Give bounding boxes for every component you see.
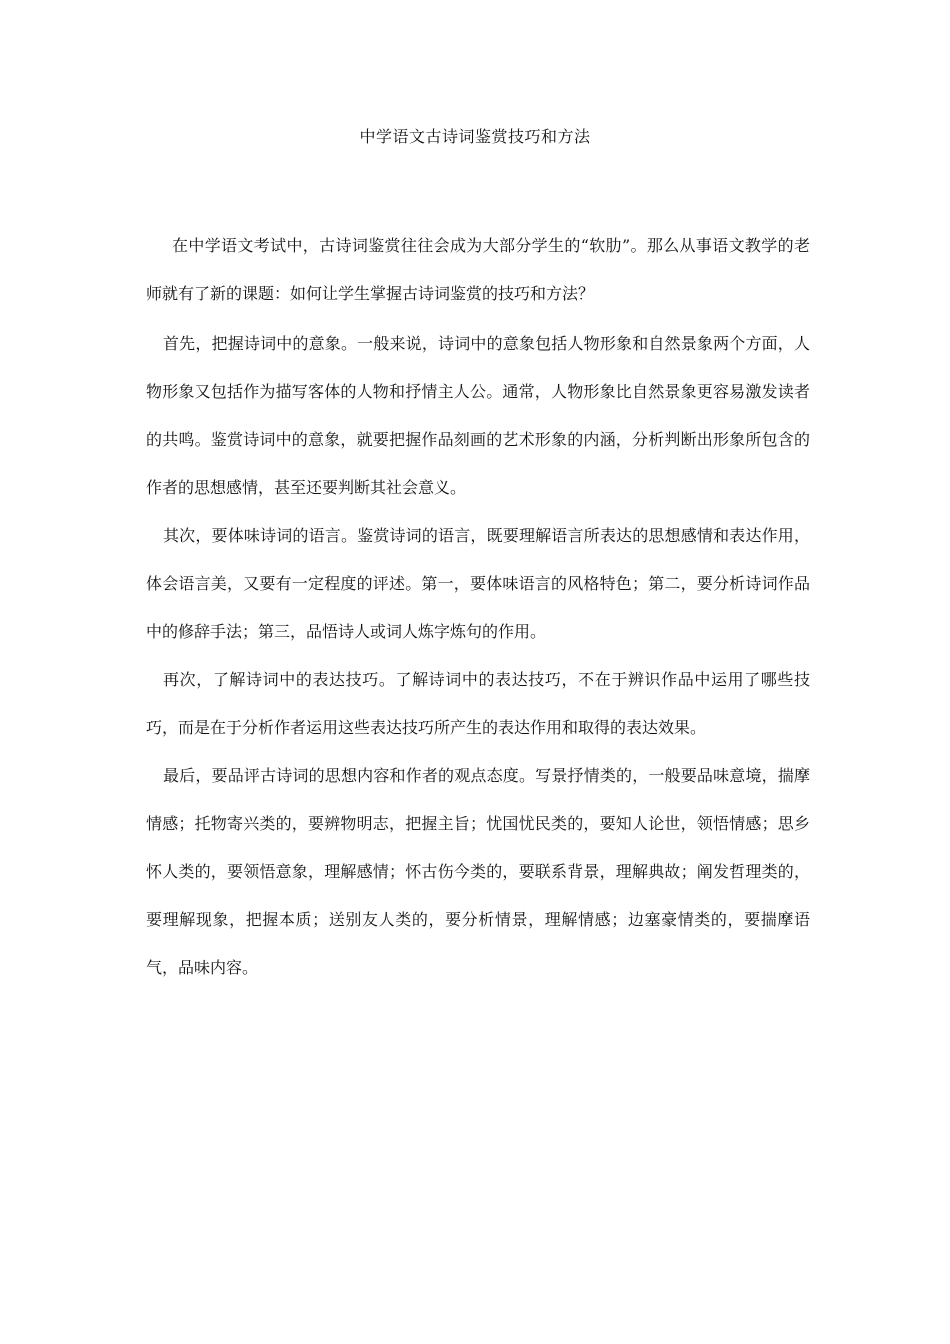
paragraph-intro: 在中学语文考试中，古诗词鉴赏往往会成为大部分学生的“软肋”。那么从事语文教学的老师就有了新的课题：如何让学生掌握古诗词鉴赏的技巧和方法？ [146,236,810,303]
paragraph-content: 最后，要品评古诗词的思想内容和作者的观点态度。写景抒情类的，一般要品味意境，揣摩情感；托物寄兴类的，要辨物明志，把握主旨；忧国忧民类的，要知人论世，领悟情感；思乡怀人类的，要领悟意象，理解感情；怀古伤今类的，要联系背景，理解典故；阐发哲理类的，要理解现象，把握本质；送别友人类的，要分析情景，理解情感；边塞豪情类的，要揣摩语气，品味内容。 [146,766,810,977]
paragraph-language: 其次，要体味诗词的语言。鉴赏诗词的语言，既要理解语言所表达的思想感情和表达作用，体会语言美，又要有一定程度的评述。第一，要体味语言的风格特色；第二，要分析诗词作品中的修辞手法；第三，品悟诗人或词人炼字炼句的作用。 [146,526,810,641]
document-title: 中学语文古诗词鉴赏技巧和方法 [359,127,591,146]
document-body [146,222,810,992]
paragraph-techniques: 再次，了解诗词中的表达技巧。了解诗词中的表达技巧，不在于辨识作品中运用了哪些技巧，而是在于分析作者运用这些表达技巧所产生的表达作用和取得的表达效果。 [146,670,810,737]
paragraph-imagery: 首先，把握诗词中的意象。一般来说，诗词中的意象包括人物形象和自然景象两个方面，人物形象又包括作为描写客体的人物和抒情主人公。通常，人物形象比自然景象更容易激发读者的共鸣。鉴赏诗词中的意象，就要把握作品刻画的艺术形象的内涵，分析判断出形象所包含的作者的思想感情，甚至还要判断其社会意义。 [146,334,810,497]
